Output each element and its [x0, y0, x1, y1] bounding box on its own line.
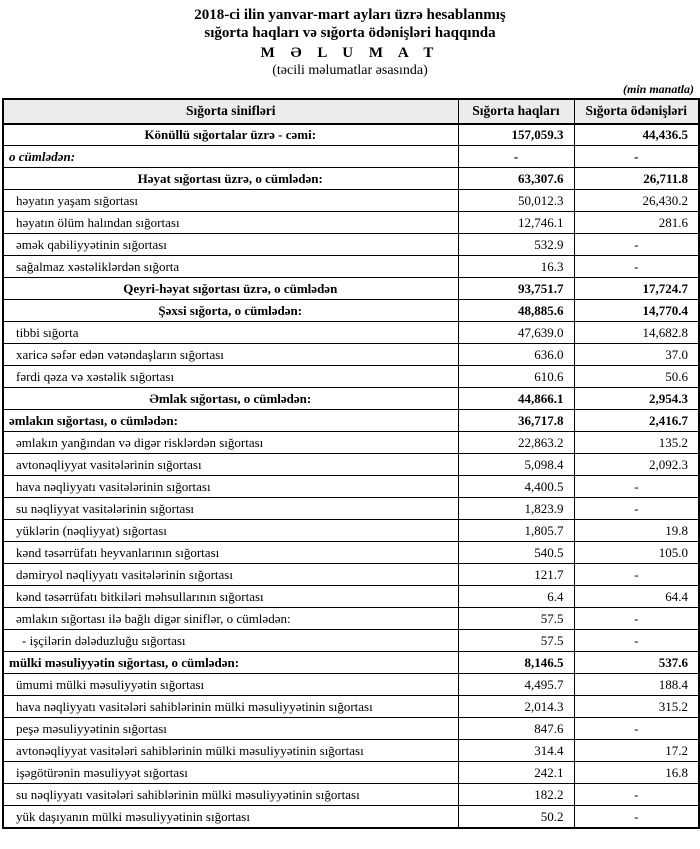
row-label: işəgötürənin məsuliyyət sığortası: [3, 762, 458, 784]
payments-value: 37.0: [574, 344, 699, 366]
premiums-value: 4,495.7: [458, 674, 574, 696]
row-label: mülki məsuliyyətin sığortası, o cümlədən:: [3, 652, 458, 674]
premiums-value: 242.1: [458, 762, 574, 784]
table-row: [3, 300, 699, 322]
premiums-value: 47,639.0: [458, 322, 574, 344]
payments-value: -: [574, 256, 699, 278]
payments-value: 14,682.8: [574, 322, 699, 344]
row-label: su nəqliyyatı vasitələri sahiblərinin mülki məsuliyyətinin sığortası: [3, 784, 458, 806]
row-label: əmlakın sığortası, o cümlədən:: [3, 410, 458, 432]
premiums-value: 44,866.1: [458, 388, 574, 410]
table-row: [3, 366, 699, 388]
column-header-payments: Sığorta ödənişləri: [574, 99, 699, 124]
table-row: [3, 344, 699, 366]
payments-value: 315.2: [574, 696, 699, 718]
table-row: [3, 212, 699, 234]
premiums-value: 93,751.7: [458, 278, 574, 300]
payments-value: 17.2: [574, 740, 699, 762]
table-row: [3, 146, 699, 168]
table-row: [3, 190, 699, 212]
row-label: Qeyri-həyat sığortası üzrə, o cümlədən: [3, 278, 458, 300]
payments-value: 135.2: [574, 432, 699, 454]
row-label: əmək qabiliyyətinin sığortası: [3, 234, 458, 256]
payments-value: 50.6: [574, 366, 699, 388]
table-row: [3, 564, 699, 586]
table-row: [3, 586, 699, 608]
premiums-value: 121.7: [458, 564, 574, 586]
table-row: [3, 806, 699, 828]
title-subtitle: (təcili məlumatlar əsasında): [272, 62, 428, 78]
row-label: həyatın yaşam sığortası: [3, 190, 458, 212]
premiums-value: 5,098.4: [458, 454, 574, 476]
payments-value: 14,770.4: [574, 300, 699, 322]
table-row: [3, 498, 699, 520]
payments-value: 2,092.3: [574, 454, 699, 476]
premiums-value: 847.6: [458, 718, 574, 740]
column-header-premiums: Sığorta haqları: [458, 99, 574, 124]
premiums-value: 610.6: [458, 366, 574, 388]
premiums-value: 50.2: [458, 806, 574, 828]
premiums-value: 22,863.2: [458, 432, 574, 454]
table-row: [3, 124, 699, 146]
row-label: Şəxsi sığorta, o cümlədən:: [3, 300, 458, 322]
table-row: [3, 432, 699, 454]
row-label: əmlakın yanğından və digər risklərdən sığortası: [3, 432, 458, 454]
premiums-value: 8,146.5: [458, 652, 574, 674]
insurance-table: [2, 98, 700, 829]
row-label: əmlakın sığortası ilə bağlı digər siniflər, o cümlədən:: [3, 608, 458, 630]
table-body: [3, 124, 699, 828]
premiums-value: 4,400.5: [458, 476, 574, 498]
payments-value: 26,711.8: [574, 168, 699, 190]
table-row: [3, 652, 699, 674]
premiums-value: 6.4: [458, 586, 574, 608]
payments-value: -: [574, 806, 699, 828]
table-row: [3, 762, 699, 784]
table-row: [3, 234, 699, 256]
row-label: Könüllü sığortalar üzrə - cəmi:: [3, 124, 458, 146]
table-row: [3, 454, 699, 476]
header-row: [3, 99, 699, 124]
title-line-2: sığorta haqları və sığorta ödənişləri haqqında: [204, 25, 496, 42]
premiums-value: 57.5: [458, 630, 574, 652]
payments-value: -: [574, 146, 699, 168]
table-header: [3, 99, 699, 124]
table-row: [3, 740, 699, 762]
table-row: [3, 718, 699, 740]
premiums-value: 532.9: [458, 234, 574, 256]
payments-value: -: [574, 234, 699, 256]
row-label: su nəqliyyat vasitələrinin sığortası: [3, 498, 458, 520]
payments-value: 2,416.7: [574, 410, 699, 432]
premiums-value: 2,014.3: [458, 696, 574, 718]
payments-value: -: [574, 564, 699, 586]
row-label: həyatın ölüm halından sığortası: [3, 212, 458, 234]
payments-value: -: [574, 630, 699, 652]
payments-value: 26,430.2: [574, 190, 699, 212]
row-label: ümumi mülki məsuliyyətin sığortası: [3, 674, 458, 696]
payments-value: -: [574, 784, 699, 806]
payments-value: -: [574, 718, 699, 740]
table-row: [3, 784, 699, 806]
table-row: [3, 608, 699, 630]
table-row: [3, 388, 699, 410]
row-label: kənd təsərrüfatı heyvanlarının sığortası: [3, 542, 458, 564]
payments-value: 17,724.7: [574, 278, 699, 300]
premiums-value: 48,885.6: [458, 300, 574, 322]
title-melumat: M Ə L U M A T: [260, 44, 440, 61]
premiums-value: 36,717.8: [458, 410, 574, 432]
premiums-value: 50,012.3: [458, 190, 574, 212]
premiums-value: -: [458, 146, 574, 168]
table-row: [3, 542, 699, 564]
row-label: Həyat sığortası üzrə, o cümlədən:: [3, 168, 458, 190]
payments-value: 105.0: [574, 542, 699, 564]
row-label: avtonəqliyyat vasitələri sahiblərinin mülki məsuliyyətinin sığortası: [3, 740, 458, 762]
premiums-value: 57.5: [458, 608, 574, 630]
unit-note: (min manatla): [622, 81, 694, 96]
premiums-value: 314.4: [458, 740, 574, 762]
row-label: xaricə səfər edən vətəndaşların sığortası: [3, 344, 458, 366]
row-label: fərdi qəza və xəstəlik sığortası: [3, 366, 458, 388]
payments-value: 2,954.3: [574, 388, 699, 410]
payments-value: 44,436.5: [574, 124, 699, 146]
table-row: [3, 696, 699, 718]
payments-value: -: [574, 608, 699, 630]
row-label: - işçilərin dələduzluğu sığortası: [3, 630, 458, 652]
table-row: [3, 278, 699, 300]
row-label: hava nəqliyyatı vasitələri sahiblərinin mülki məsuliyyətinin sığortası: [3, 696, 458, 718]
table-row: [3, 520, 699, 542]
premiums-value: 1,805.7: [458, 520, 574, 542]
row-label: o cümlədən:: [3, 146, 458, 168]
premiums-value: 540.5: [458, 542, 574, 564]
premiums-value: 63,307.6: [458, 168, 574, 190]
table-row: [3, 410, 699, 432]
premiums-value: 157,059.3: [458, 124, 574, 146]
premiums-value: 1,823.9: [458, 498, 574, 520]
payments-value: 281.6: [574, 212, 699, 234]
premiums-value: 636.0: [458, 344, 574, 366]
row-label: peşə məsuliyyətinin sığortası: [3, 718, 458, 740]
table-row: [3, 674, 699, 696]
premiums-value: 12,746.1: [458, 212, 574, 234]
payments-value: 16.8: [574, 762, 699, 784]
row-label: yüklərin (nəqliyyat) sığortası: [3, 520, 458, 542]
column-header-classes: Sığorta sinifləri: [3, 99, 458, 124]
payments-value: 64.4: [574, 586, 699, 608]
table-row: [3, 256, 699, 278]
row-label: Əmlak sığortası, o cümlədən:: [3, 388, 458, 410]
row-label: kənd təsərrüfatı bitkiləri məhsullarının sığortası: [3, 586, 458, 608]
row-label: yük daşıyanın mülki məsuliyyətinin sığortası: [3, 806, 458, 828]
row-label: dəmiryol nəqliyyatı vasitələrinin sığortası: [3, 564, 458, 586]
row-label: sağalmaz xəstəliklərdən sığorta: [3, 256, 458, 278]
premiums-value: 16.3: [458, 256, 574, 278]
payments-value: -: [574, 498, 699, 520]
table-row: [3, 476, 699, 498]
payments-value: -: [574, 476, 699, 498]
row-label: hava nəqliyyatı vasitələrinin sığortası: [3, 476, 458, 498]
row-label: tibbi sığorta: [3, 322, 458, 344]
payments-value: 19.8: [574, 520, 699, 542]
payments-value: 537.6: [574, 652, 699, 674]
table-row: [3, 168, 699, 190]
payments-value: 188.4: [574, 674, 699, 696]
table-row: [3, 630, 699, 652]
row-label: avtonəqliyyat vasitələrinin sığortası: [3, 454, 458, 476]
table-row: [3, 322, 699, 344]
document-title: [2, 6, 698, 79]
premiums-value: 182.2: [458, 784, 574, 806]
title-line-1: 2018-ci ilin yanvar-mart ayları üzrə hesablanmış: [194, 7, 506, 23]
